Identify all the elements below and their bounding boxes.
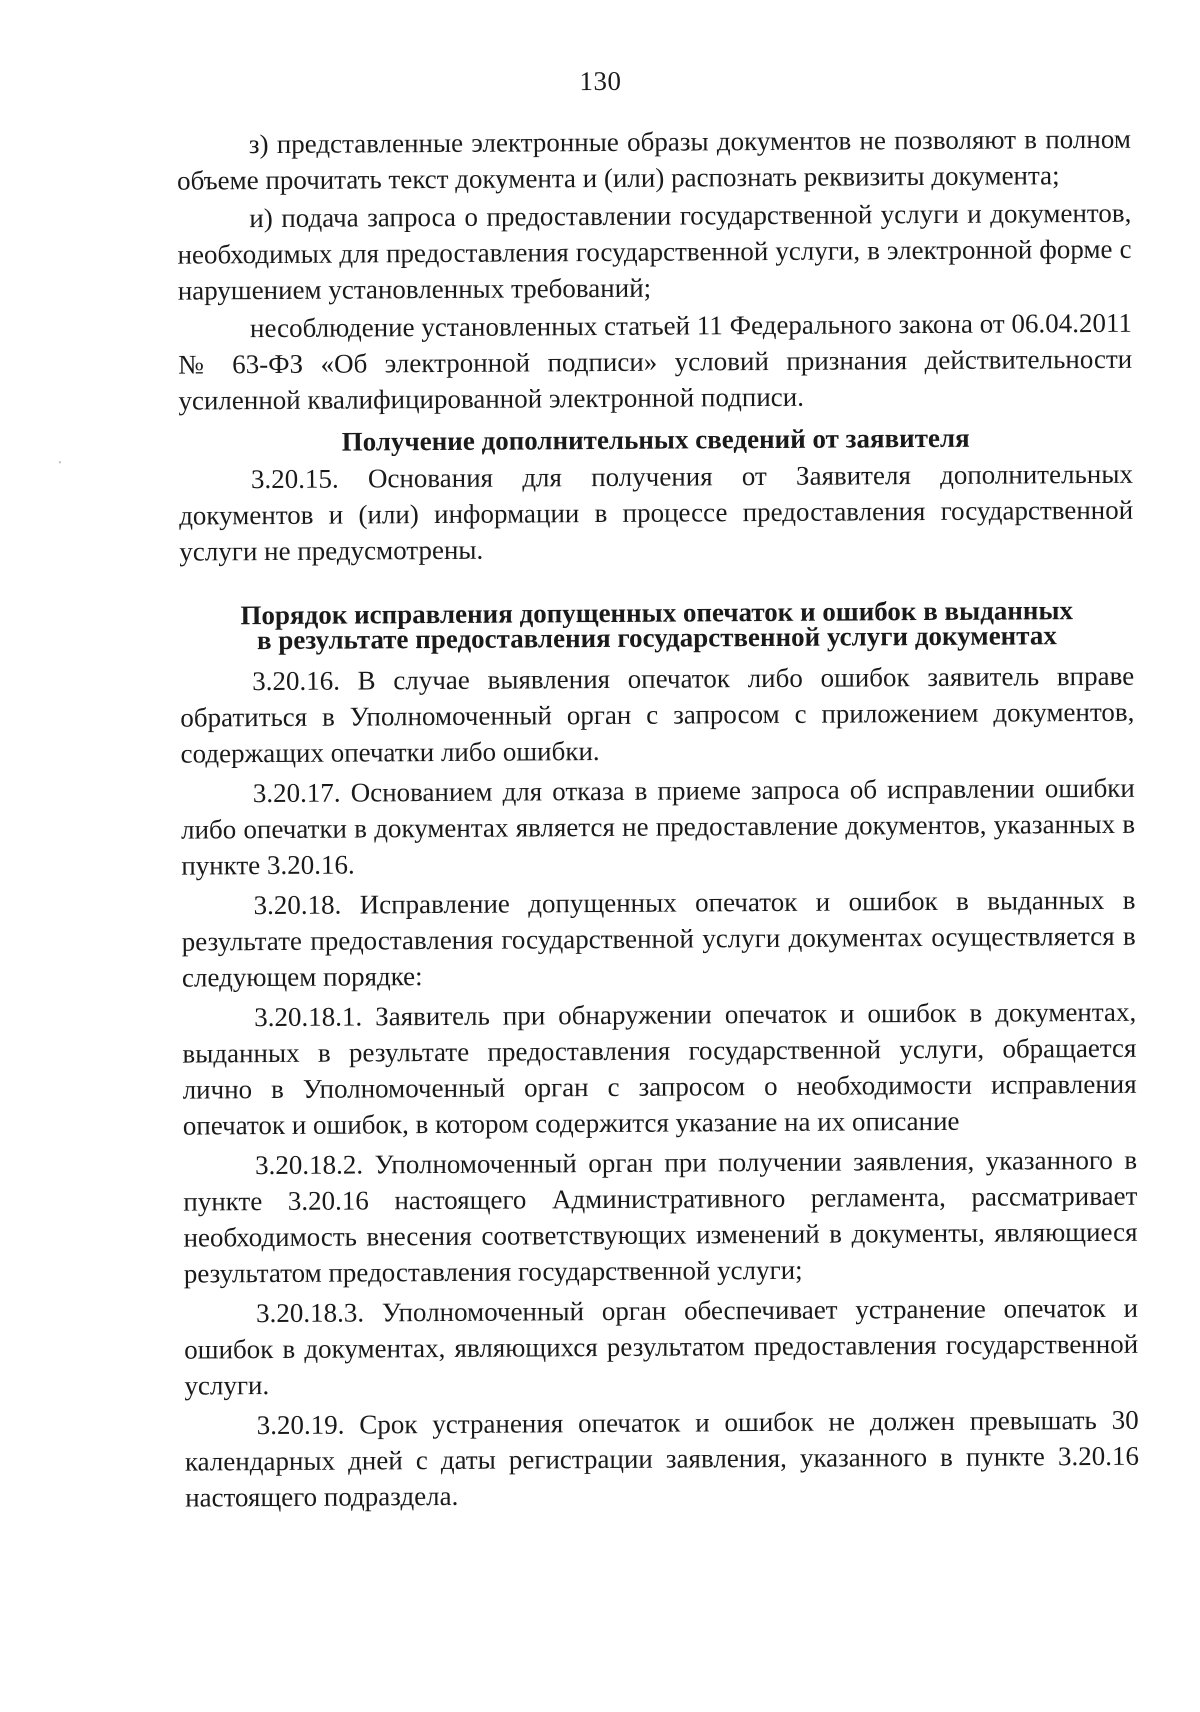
paragraph-3-20-15: 3.20.15. Основания для получения от Заявителя дополнительных документов и (или) информации в процессе предоставления государственной услуги не предусмотрены. (179, 458, 1134, 567)
section-heading-additional-info: Получение дополнительных сведений от заявителя (341, 422, 970, 457)
paragraph-3-20-18-1: 3.20.18.1. Заявитель при обнаружении опечаток и ошибок в документах, выданных в результате предоставления государственной услуги, обращается лично в Уполномоченный орган с запросом о необходимости исправления опечаток и ошибок, в котором содержится указание на их описание (182, 996, 1137, 1141)
paragraph-3-20-18-2: 3.20.18.2. Уполномоченный орган при получении заявления, указанного в пункте 3.20.16 настоящего Административного регламента, рассматривает необходимость внесения соответствующих изменений в документы, являющиеся результатом предоставления государственной услуги; (183, 1144, 1138, 1289)
section-heading-line-1: Порядок исправления допущенных опечаток и ошибок в выданных (240, 595, 1074, 631)
paragraph-item-i: и) подача запроса о предоставлении государственной услуги и документов, необходимых для предоставления государственной услуги, в электронной форме с нарушением установленных требований; (177, 197, 1132, 306)
document-body (177, 121, 1139, 1516)
paragraph-item-z: з) представленные электронные образы документов не позволяют в полном объеме прочитать текст документа и (или) распознать реквизиты документа; (177, 123, 1131, 196)
paragraph-3-20-19: 3.20.19. Срок устранения опечаток и ошибок не должен превышать 30 календарных дней с даты регистрации заявления, указанного в пункте 3.20.16 настоящего подраздела. (184, 1404, 1139, 1513)
section-heading-line-2: в результате предоставления государственной услуги документах (256, 620, 1057, 656)
scan-speck (59, 461, 61, 463)
section-heading-error-correction (180, 595, 1134, 656)
paragraph-3-20-16: 3.20.16. В случае выявления опечаток либо ошибок заявитель вправе обратиться в Уполномоченный орган с запросом с приложением документов, содержащих опечатки либо ошибки. (180, 660, 1135, 769)
paragraph-signature-condition: несоблюдение установленных статьей 11 Федерального закона от 06.04.2011 № 63-ФЗ «Об электронной подписи» условий признания действительности усиленной квалифицированной электронной подписи. (178, 307, 1133, 416)
paragraph-3-20-17: 3.20.17. Основанием для отказа в приеме запроса об исправлении ошибки либо опечатки в документах является не предоставление документов, указанных в пункте 3.20.16. (180, 772, 1136, 881)
paragraph-3-20-18-3: 3.20.18.3. Уполномоченный орган обеспечивает устранение опечаток и ошибок в документах, являющихся результатом предоставления государственной услуги. (184, 1292, 1139, 1401)
paragraph-3-20-18: 3.20.18. Исправление допущенных опечаток и ошибок в выданных в результате предоставления государственной услуги документах осуществляется в следующем порядке: (181, 884, 1136, 993)
page-number: 130 (579, 65, 622, 97)
